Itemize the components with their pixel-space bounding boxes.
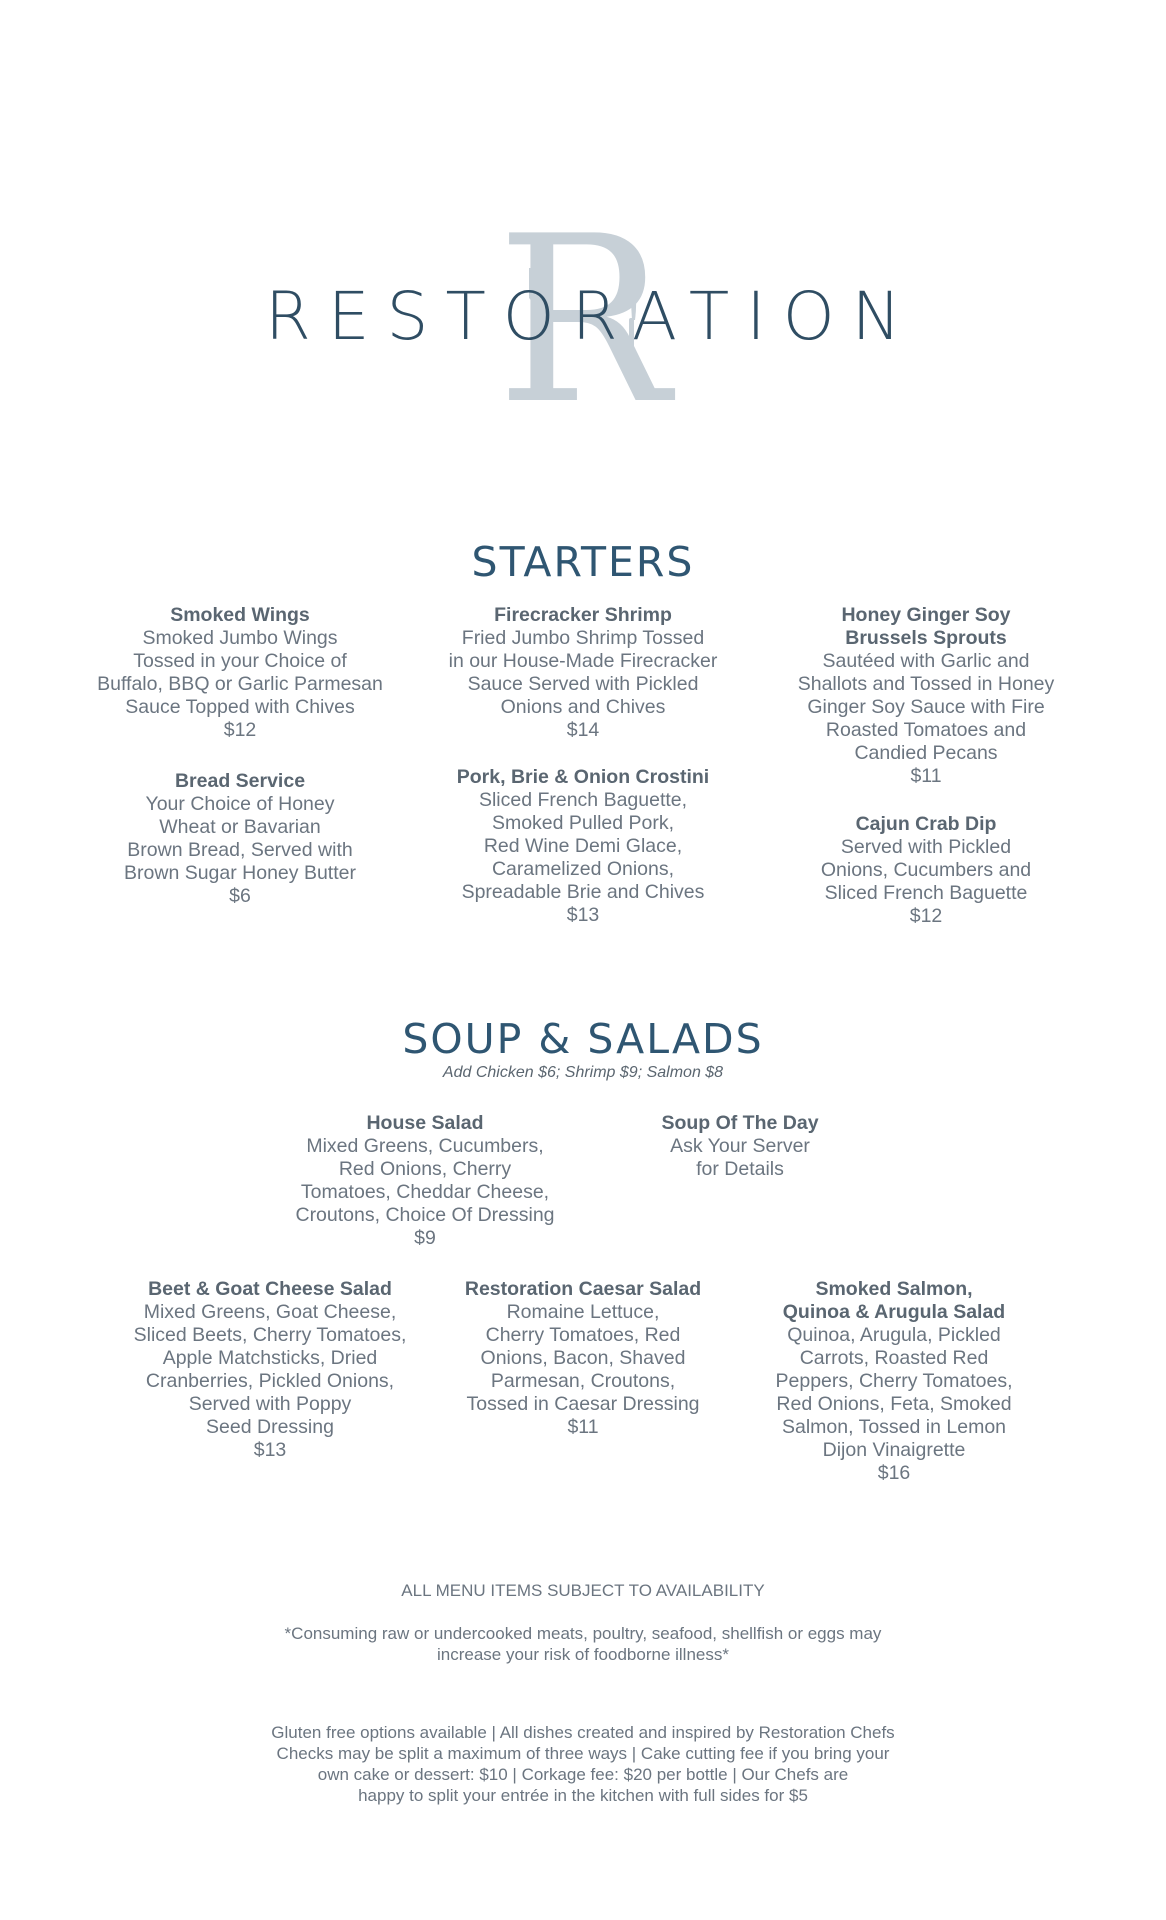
menu-item xyxy=(60,770,420,908)
item-name: House Salad xyxy=(366,1112,484,1134)
item-name: Bread Service xyxy=(174,770,306,792)
item-price: $11 xyxy=(567,1416,599,1438)
item-name: Smoked Salmon, Quinoa & Arugula Salad xyxy=(782,1278,1006,1323)
item-price: $16 xyxy=(877,1462,911,1484)
item-description: Quinoa, Arugula, Pickled Carrots, Roasted Red Peppers, Cherry Tomatoes, Red Onions, Feta, Smoked Salmon, Tossed in Lemon Dijon Vinaigrette xyxy=(775,1324,1013,1461)
item-price: $11 xyxy=(910,765,942,787)
item-name: Firecracker Shrimp xyxy=(494,604,672,626)
menu-item xyxy=(403,766,763,927)
menu-item xyxy=(90,1278,450,1462)
item-description: Fried Jumbo Shrimp Tossed in our House-Made Firecracker Sauce Served with Pickled Onions and Chives xyxy=(448,627,718,718)
section-title-soup-salads: SOUP & SALADS xyxy=(402,1015,764,1063)
item-price: $14 xyxy=(566,719,600,741)
item-price: $13 xyxy=(253,1439,287,1461)
item-price: $6 xyxy=(229,885,251,907)
item-name: Pork, Brie & Onion Crostini xyxy=(456,766,710,788)
item-name: Restoration Caesar Salad xyxy=(464,1278,702,1300)
item-description: Smoked Jumbo Wings Tossed in your Choice of Buffalo, BBQ or Garlic Parmesan Sauce Topped with Chives xyxy=(97,627,383,718)
section-title-starters: STARTERS xyxy=(471,538,695,586)
item-description: Ask Your Server for Details xyxy=(670,1135,810,1180)
item-price: $9 xyxy=(414,1227,436,1249)
item-description: Served with Pickled Onions, Cucumbers and Sliced French Baguette xyxy=(820,836,1032,904)
item-description: Sautéed with Garlic and Shallots and Tossed in Honey Ginger Soy Sauce with Fire Roasted Tomatoes and Candied Pecans xyxy=(797,650,1055,764)
item-description: Mixed Greens, Cucumbers, Red Onions, Cherry Tomatoes, Cheddar Cheese, Croutons, Choice Of Dressing xyxy=(295,1135,555,1226)
menu-item xyxy=(403,1278,763,1439)
add-protein-note: Add Chicken $6; Shrimp $9; Salmon $8 xyxy=(442,1064,724,1081)
item-price: $12 xyxy=(909,905,943,927)
item-price: $12 xyxy=(223,719,257,741)
item-name: Smoked Wings xyxy=(170,604,310,626)
svg-text:R: R xyxy=(496,200,670,410)
menu-item xyxy=(60,604,420,742)
item-name: Honey Ginger Soy Brussels Sprouts xyxy=(841,604,1011,649)
item-description: Sliced French Baguette, Smoked Pulled Pork, Red Wine Demi Glace, Caramelized Onions, Spreadable Brie and Chives xyxy=(461,789,705,903)
item-name: Cajun Crab Dip xyxy=(855,813,997,835)
item-description: Romaine Lettuce, Cherry Tomatoes, Red Onions, Bacon, Shaved Parmesan, Croutons, Tossed in Caesar Dressing xyxy=(466,1301,700,1415)
menu-item xyxy=(403,604,763,742)
menu-item xyxy=(746,604,1106,788)
menu-item xyxy=(746,813,1106,928)
item-description: Mixed Greens, Goat Cheese, Sliced Beets, Cherry Tomatoes, Apple Matchsticks, Dried Cranberries, Pickled Onions, Served with Poppy Seed Dressing xyxy=(133,1301,407,1438)
restaurant-name: RESTORATION xyxy=(264,278,919,355)
menu-item xyxy=(714,1278,1074,1485)
item-name: Soup Of The Day xyxy=(661,1112,819,1134)
policies-note: Gluten free options available | All dishes created and inspired by Restoration Chefs Checks may be split a maximum of three ways | Cake cutting fee if you bring your own cake or dessert: $10 | Corkage fee: $20 per bottle | Our Chefs are happy to split your entrée in the kitchen with full sides for $5 xyxy=(271,1723,895,1805)
item-description: Your Choice of Honey Wheat or Bavarian Brown Bread, Served with Brown Sugar Honey Butter xyxy=(124,793,356,884)
item-name: Beet & Goat Cheese Salad xyxy=(148,1278,392,1300)
food-safety-warning: *Consuming raw or undercooked meats, poultry, seafood, shellfish or eggs may increase your risk of foodborne illness* xyxy=(284,1624,882,1664)
item-price: $13 xyxy=(566,904,600,926)
menu-item xyxy=(245,1112,605,1250)
availability-note: ALL MENU ITEMS SUBJECT TO AVAILABILITY xyxy=(401,1581,765,1600)
menu-item xyxy=(560,1112,920,1181)
